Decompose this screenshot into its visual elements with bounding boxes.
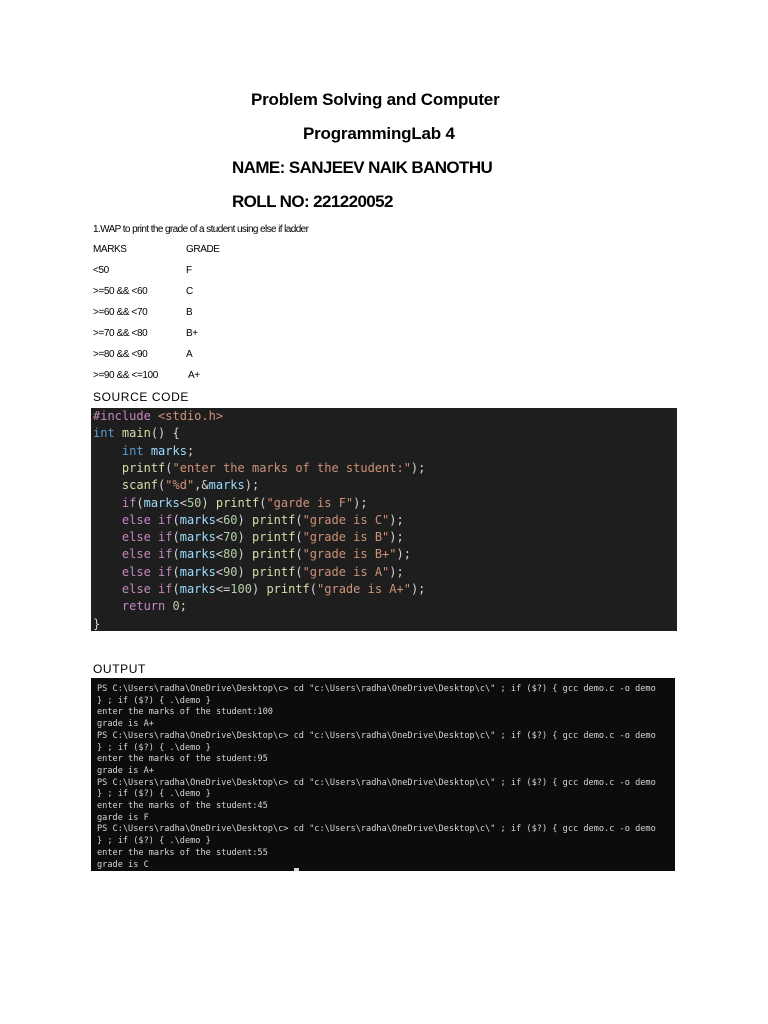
code-token: ); <box>410 582 426 596</box>
code-token: "%d" <box>165 478 195 493</box>
code-token: scanf <box>121 478 159 493</box>
terminal-line: } ; if ($?) { .\demo } <box>97 836 211 847</box>
grade-value: A+ <box>188 370 200 381</box>
code-token: printf <box>251 512 296 527</box>
terminal-line: PS C:\Users\radha\OneDrive\Desktop\c> cd "c:\Users\radha\OneDrive\Desktop\c\" ; if ($?) { gcc demo.c -o demo <box>97 824 656 835</box>
code-token: printf <box>251 547 296 562</box>
code-line <box>93 564 404 581</box>
terminal-line: garde is F <box>97 812 149 823</box>
terminal-line: enter the marks of the student:100 <box>97 707 273 718</box>
terminal-line: grade is C <box>97 859 149 870</box>
code-line <box>93 581 425 598</box>
code-token: "grade is A+" <box>317 582 411 596</box>
code-token: ); <box>389 530 404 545</box>
terminal-line: PS C:\Users\radha\OneDrive\Desktop\c> cd "c:\Users\radha\OneDrive\Desktop\c\" ; if ($?) { gcc demo.c -o demo <box>97 777 656 788</box>
code-token: return <box>121 599 173 614</box>
code-token: marks <box>179 512 216 527</box>
terminal-line: PS C:\Users\radha\OneDrive\Desktop\c> cd "c:\Users\radha\OneDrive\Desktop\c\" ; if ($?) { gcc demo.c -o demo <box>97 730 656 741</box>
marks-range: <50 <box>93 265 109 276</box>
code-token: ); <box>244 478 260 493</box>
grade-value: C <box>186 286 193 297</box>
code-token: ( <box>172 512 180 527</box>
code-token: ); <box>396 547 411 562</box>
code-token: 80 <box>223 547 238 562</box>
code-token: < <box>179 495 187 510</box>
code-token: #include <box>93 409 159 423</box>
code-token: ,& <box>194 478 209 493</box>
source-code-block <box>91 408 677 631</box>
code-token: ) <box>251 582 267 596</box>
code-token <box>93 461 122 475</box>
code-token <box>93 547 122 561</box>
code-token: < <box>215 512 224 527</box>
code-token: 0 <box>172 599 180 614</box>
grade-column-header: GRADE <box>186 244 220 255</box>
task-statement: 1.WAP to print the grade of a student using else if ladder <box>93 224 309 235</box>
code-token: else if <box>121 564 173 579</box>
code-token: ( <box>295 547 303 562</box>
code-token: < <box>215 547 224 562</box>
code-token: <stdio.h> <box>158 409 224 423</box>
code-token: printf <box>251 530 296 545</box>
code-token: () { <box>150 426 180 441</box>
code-token <box>93 582 122 596</box>
code-token: int <box>121 443 151 458</box>
code-token: printf <box>266 582 310 596</box>
code-token: ( <box>172 547 180 562</box>
code-token: ( <box>165 460 173 475</box>
code-token: ) <box>237 530 252 545</box>
code-token: else if <box>121 530 173 545</box>
code-token: marks <box>179 547 216 562</box>
student-name: NAME: SANJEEV NAIK BANOTHU <box>232 158 493 177</box>
code-line <box>93 425 180 442</box>
code-token: 50 <box>186 495 202 510</box>
code-token: ( <box>172 564 180 579</box>
code-token <box>93 478 122 492</box>
code-token: ); <box>389 564 404 579</box>
code-token: else if <box>121 547 173 562</box>
code-token: ( <box>172 530 180 545</box>
code-line <box>93 598 187 615</box>
code-token: "grade is A" <box>302 564 390 579</box>
code-line <box>93 477 259 494</box>
terminal-line: enter the marks of the student:45 <box>97 801 268 811</box>
code-token <box>93 444 122 458</box>
code-token: ); <box>389 512 404 527</box>
code-token: ) <box>237 564 252 579</box>
code-token: 90 <box>223 564 238 579</box>
code-line <box>93 546 411 563</box>
code-token: printf <box>251 564 296 579</box>
code-line <box>93 529 404 546</box>
code-token: ( <box>295 512 303 527</box>
code-token: marks <box>179 582 216 596</box>
code-token: "grade is B+" <box>302 547 397 562</box>
code-token: ); <box>410 460 426 475</box>
code-token: ) <box>237 512 252 527</box>
marks-range: >=80 && <90 <box>93 349 148 360</box>
code-token: 70 <box>223 530 238 545</box>
code-token: < <box>215 530 224 545</box>
code-token: ; <box>179 599 187 614</box>
terminal-line: } ; if ($?) { .\demo } <box>97 789 211 800</box>
code-token: else if <box>121 512 173 527</box>
code-token: ( <box>158 478 166 493</box>
code-token: ) <box>237 547 252 562</box>
terminal-line: } ; if ($?) { .\demo } <box>97 742 211 753</box>
terminal-line: PS C:\Users\radha\OneDrive\Desktop\c> cd "c:\Users\radha\OneDrive\Desktop\c\" ; if ($?) { gcc demo.c -o demo <box>97 684 656 694</box>
code-token: marks <box>208 478 245 493</box>
grade-value: B+ <box>186 328 198 339</box>
code-token: ; <box>186 443 195 458</box>
code-token: main <box>121 426 151 441</box>
code-token: ( <box>295 564 303 579</box>
code-token: if <box>121 495 137 510</box>
code-token <box>93 530 122 544</box>
terminal-line: enter the marks of the student:95 <box>97 754 268 765</box>
code-token: ( <box>136 495 144 510</box>
marks-range: >=70 && <80 <box>93 328 148 339</box>
terminal-line: } ; if ($?) { .\demo } <box>97 695 211 706</box>
source-code-label: SOURCE CODE <box>93 390 189 404</box>
page-title-line-2: ProgrammingLab 4 <box>303 124 455 143</box>
code-token <box>93 496 122 510</box>
code-token: ( <box>309 582 318 596</box>
code-token: 100 <box>230 582 252 596</box>
grade-value: A <box>186 349 193 360</box>
marks-range: >=60 && <70 <box>93 307 148 318</box>
terminal-line: grade is A+ <box>97 765 154 776</box>
code-token <box>93 599 122 613</box>
code-token: "enter the marks of the student:" <box>172 460 411 475</box>
code-line <box>93 460 425 477</box>
code-token: ) <box>201 495 216 510</box>
code-token: marks <box>179 564 216 579</box>
marks-range: >=50 && <60 <box>93 286 148 297</box>
code-token: <= <box>215 582 231 596</box>
code-token: "garde is F" <box>266 495 354 510</box>
code-token <box>93 513 122 527</box>
code-token: 60 <box>223 512 238 527</box>
code-token: int <box>93 426 122 441</box>
marks-range: >=90 && <=100 <box>93 370 158 381</box>
code-token: "grade is B" <box>302 530 390 545</box>
terminal-line: grade is A+ <box>97 719 154 730</box>
code-token: } <box>93 616 101 631</box>
roll-number: ROLL NO: 221220052 <box>232 192 393 211</box>
code-token <box>93 565 122 579</box>
terminal-line: enter the marks of the student:55 <box>97 847 268 858</box>
code-token: ); <box>353 495 368 510</box>
code-token: marks <box>150 443 187 458</box>
code-token: marks <box>179 530 216 545</box>
code-line <box>93 495 368 512</box>
code-token: "grade is C" <box>302 512 390 527</box>
code-line <box>93 443 194 460</box>
terminal-cursor <box>294 868 299 871</box>
code-token: marks <box>143 495 180 510</box>
grade-value: B <box>186 307 193 318</box>
code-token: printf <box>121 460 166 475</box>
page-title-line-1: Problem Solving and Computer <box>251 90 500 109</box>
code-token: ( <box>295 530 303 545</box>
marks-column-header: MARKS <box>93 244 127 255</box>
code-token: printf <box>215 495 260 510</box>
code-token: ( <box>259 495 267 510</box>
code-line <box>93 408 223 425</box>
terminal-output <box>91 678 675 871</box>
code-line <box>93 616 100 631</box>
code-token: ( <box>172 582 180 596</box>
code-line <box>93 512 404 529</box>
grade-value: F <box>186 265 192 276</box>
output-label: OUTPUT <box>93 662 146 676</box>
code-token: < <box>215 564 224 579</box>
code-token: else if <box>121 582 173 596</box>
